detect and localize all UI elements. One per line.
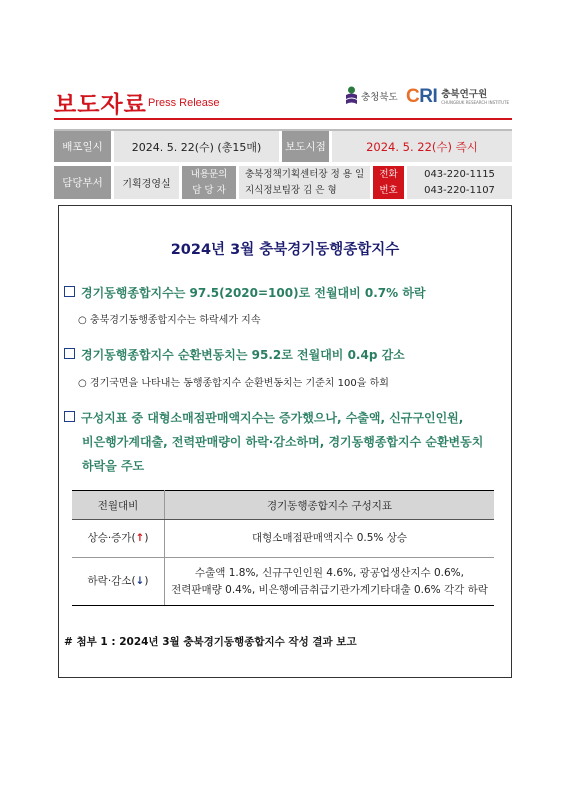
release-date-value: 2024. 5. 22(수) (총15매) [111,131,279,162]
press-release-subtitle: Press Release [148,97,220,109]
chungbuk-logo-text: 충청북도 [361,92,398,103]
row-decrease-value-line-1: 수출액 1.8%, 신규구인인원 4.6%, 광공업생산지수 0.6%, [194,566,464,579]
attachment-note: # 첨부 1 : 2024년 3월 충북경기동행종합지수 작성 결과 보고 [64,636,357,648]
row-decrease-value-line-2: 전력판매량 0.4%, 비은행예금취급기관가계기타대출 0.6% 각각 하락 [171,583,488,596]
phone-numbers [404,166,512,199]
contact-label-1: 내용문의 [190,168,228,180]
point-1-text: 경기동행종합지수는 97.5(2020=100)로 전월대비 0.7% 하락 [81,286,426,300]
row-increase-value: 대형소매점판매액지수 0.5% 상승 [165,520,495,558]
down-arrow-icon: ↓ [135,575,145,587]
row-increase-label: 상승·증가(↑) [72,520,165,558]
press-release-title: 보도자료 [54,92,147,118]
contact-person-2: 지식정보팀장 김 은 형 [245,184,337,196]
row-decrease-label: 하락·감소(↓) [72,558,165,606]
cri-logo-text: 충북연구원 [441,88,488,100]
point-1 [64,280,426,306]
point-2 [64,342,405,368]
table-row [72,558,494,606]
indicator-table [72,490,494,606]
dept-label: 담당부서 [54,166,111,199]
release-date-label: 배포일시 [54,131,111,162]
row-decrease-value [165,558,495,606]
chungbuk-logo [345,86,398,106]
header-divider [54,118,512,120]
point-3-line-2: 비은행가계대출, 전력판매량이 하락·감소하며, 경기동행종합지수 순환변동치 [82,435,484,449]
phone-label-2: 번호 [379,184,398,196]
point-1-sub: ○ 충북경기동행종합지수는 하락세가 지속 [78,315,261,326]
point-2-text: 경기동행종합지수 순환변동치는 95.2로 전월대비 0.4p 감소 [81,348,405,362]
dept-value: 기획경영실 [111,166,179,199]
point-3-line-3: 하락을 주도 [82,459,145,473]
table-header-indicators: 경기동행종합지수 구성지표 [165,491,495,520]
report-time-value: 2024. 5. 22(수) 즉시 [329,131,512,162]
table-row [72,520,494,558]
chungbuk-emblem-icon [345,86,358,106]
point-3 [64,406,483,478]
cri-logo-mark: CRI [406,86,438,107]
phone-number-1: 043-220-1115 [424,168,495,180]
table-header-row [72,491,494,520]
report-title: 2024년 3월 충북경기동행종합지수 [170,242,400,258]
point-3-line-1: 구성지표 중 대형소매점판매액지수는 증가했으나, 수출액, 신규구인인원, [81,411,464,425]
cri-logo [406,86,509,108]
cri-logo-en: CHUNGBUK RESEARCH INSTITUTE [441,99,510,105]
contact-label [179,166,236,199]
checkbox-square-icon [64,411,75,422]
release-info-row [54,129,512,162]
up-arrow-icon: ↑ [135,532,145,544]
phone-label-1: 전화 [379,168,398,180]
phone-number-2: 043-220-1107 [424,184,495,196]
checkbox-square-icon [64,286,75,297]
checkbox-square-icon [64,348,75,359]
phone-label [370,166,404,199]
contact-label-2: 담 당 자 [192,184,226,196]
table-header-change: 전월대비 [72,491,165,520]
contact-info-row [54,166,512,199]
contact-persons [236,166,370,199]
report-time-label: 보도시점 [279,131,329,162]
point-2-sub: ○ 경기국면을 나타내는 동행종합지수 순환변동치는 기준치 100을 하회 [78,378,389,389]
contact-person-1: 충북정책기획센터장 정 용 일 [245,168,365,180]
